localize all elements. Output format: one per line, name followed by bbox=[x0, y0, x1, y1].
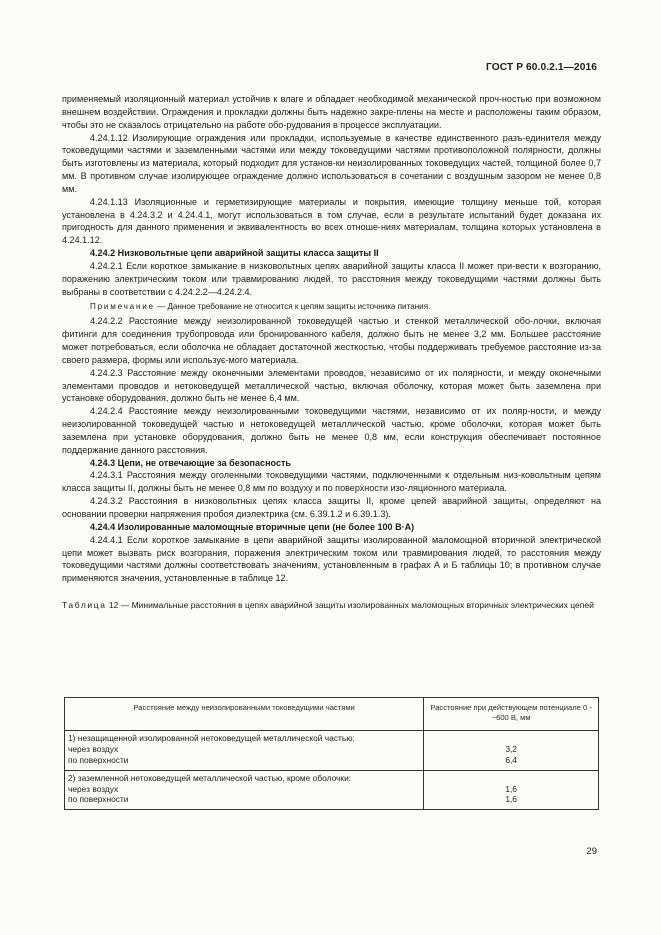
row-label: по поверхности bbox=[68, 755, 129, 765]
clause-4-24-2-1: 4.24.2.1 Если короткое замыкание в низковольтных цепях аварийной защиты класса II может при-вести к возгоранию, поражению электрическим током или травмированию людей, то расстояния между токоведущими частями должны быть выбраны в соответствии с 4.24.2.2—4.24.2.4. bbox=[62, 260, 601, 297]
table-row bbox=[65, 770, 599, 809]
document-code-header: ГОСТ Р 60.0.2.1—2016 bbox=[485, 62, 597, 73]
table-header-potential: Расстояние при действующем потенциале 0 - ~600 В, мм bbox=[424, 698, 599, 731]
clause-4-24-3-2: 4.24.3.2 Расстояния в низковольтных цепях класса защиты II, кроме цепей аварийной защиты, определяют на основании проверки напряжения пробоя диэлектрика (см. 6.39.1.2 и 6.39.1.3). bbox=[62, 496, 601, 519]
clause-4-24-3-1: 4.24.3.1 Расстояния между оголенными токоведущими частями, подключенными к отдельным низ-ковольтным цепям класса защиты II, должны быть не менее 0,8 мм по воздуху и по поверхности изо-ляционного материала. bbox=[62, 470, 601, 494]
clause-4-24-1-12: 4.24.1.12 Изолирующие ограждения или прокладки, используемые в качестве единственного разъ-единителя между токоведущими частями и заземленными частями или между токоведущими частями противоположной полярности, должны быть изготовлены из материала, который подходит для установ-ки неизолированных токоведущих частей, толщиной более 0,7 мм. В противном случае изолирующее ограждение должно использоваться в сочетании с воздушным зазором не менее 0,8 мм. bbox=[62, 132, 601, 194]
table-cell-value bbox=[424, 770, 599, 809]
group-title: 2) заземленной нетоковедущей металлической частью, кроме оболочки: bbox=[68, 772, 352, 783]
clause-4-24-4-1: 4.24.4.1 Если короткое замыкание в цепи аварийной защиты изолированной маломощной вторичной электрической цепи может вызвать риск возгорания, поражения электрическим током или травмирования людей, то расстояния между токоведущими частями должны соответствовать значениям, установленным в графах А и Б таблицы 10; в противном случае применяются значения, установленные в таблице 12. bbox=[62, 534, 601, 584]
table-cell-label bbox=[65, 770, 424, 809]
table-caption-label: Таблица bbox=[62, 600, 107, 611]
table-cell-value bbox=[424, 731, 599, 770]
table-caption-text: 12 — Минимальные расстояния в цепях аварийной защиты изолированных маломощных вторичных электрических цепей bbox=[106, 600, 594, 611]
section-heading-4-24-4: 4.24.4 Изолированные маломощные вторичные цепи (не более 100 В·А) bbox=[90, 521, 415, 532]
row-value: 6,4 bbox=[505, 755, 517, 765]
table-row bbox=[65, 731, 599, 770]
clause-4-24-1-13: 4.24.1.13 Изоляционные и герметизирующие материалы и покрытия, имеющие толщину меньше той, которая установлена в 4.24.3.2 и 4.24.4.1, могут использоваться в том случае, если в результате испытаний будет доказана их пригодность для данного применения и эквивалентность во всех отноше-ниях материалам, толщина которых установлена в 4.24.1.12. bbox=[62, 196, 601, 246]
page-number: 29 bbox=[586, 846, 597, 857]
section-heading-4-24-2: 4.24.2 Низковольтные цепи аварийной защиты класса защиты II bbox=[90, 248, 379, 259]
clause-4-24-2-2: 4.24.2.2 Расстояние между неизолированной токоведущей частью и стенкой металлической обо-лочки, включая фитинги для соединения трубопровода или бронированного кабеля, должно быть не менее 3,2 мм. Большее расстояние может потребоваться, если оболочка не обладает достаточной жесткостью, чтобы поддерживать требуемое расстояние из-за своего размера, формы или использує-мого материала. bbox=[62, 316, 601, 365]
clause-4-24-2-3: 4.24.2.3 Расстояние между оконечными элементами проводов, независимо от их полярности, и между оконечными элементами проводов и нетоковедущей металлической частью, включая оболочку, которая может быть заземлена при установке оборудования, должно быть не менее 6,4 мм. bbox=[62, 367, 601, 404]
note bbox=[62, 301, 601, 314]
note-text: — Данное требование не относится к цепям защиты источника питания. bbox=[154, 301, 431, 311]
distance-table bbox=[64, 697, 599, 810]
row-value: 1,6 bbox=[505, 783, 517, 794]
row-label: через воздух bbox=[68, 744, 119, 755]
note-label: Примечание bbox=[90, 301, 155, 311]
row-label: через воздух bbox=[68, 783, 119, 794]
section-heading-4-24-3: 4.24.3 Цепи, не отвечающие за безопасность bbox=[90, 457, 291, 468]
table-header-row bbox=[65, 698, 599, 731]
row-label: по поверхности bbox=[68, 794, 129, 805]
body-text bbox=[62, 93, 601, 612]
row-value: 1,6 bbox=[505, 794, 517, 805]
row-value: 3,2 bbox=[505, 744, 517, 755]
table-caption bbox=[62, 600, 601, 612]
table-cell-label bbox=[65, 731, 424, 770]
clause-4-24-2-4: 4.24.2.4 Расстояние между неизолированными токоведущими частями, независимо от их поляр-ности, и между неизолированной токоведущей частью и нетоковедущей металлической частью, кроме оболочки, которая может быть заземлена при установке оборудования, должно быть не менее 0,8 мм, если конструкция обеспечивает постоянное поддержание данного расстояния. bbox=[62, 406, 601, 455]
group-title: 1) незащищенной изолированной нетоковедущей металлической частью: bbox=[68, 733, 355, 744]
paragraph: применяемый изоляционный материал устойчив к влаге и обладает необходимой механической проч-ностью при возможном внешнем воздействии. Ограждения и прокладки должны быть надежно закре-плены на месте и расположены таким образом, чтобы это не сказалось отрицательно на работе обо-рудования в процессе эксплуатации. bbox=[62, 94, 601, 130]
table-header-distance: Расстояние между неизолированными токоведущими частями bbox=[65, 698, 424, 731]
